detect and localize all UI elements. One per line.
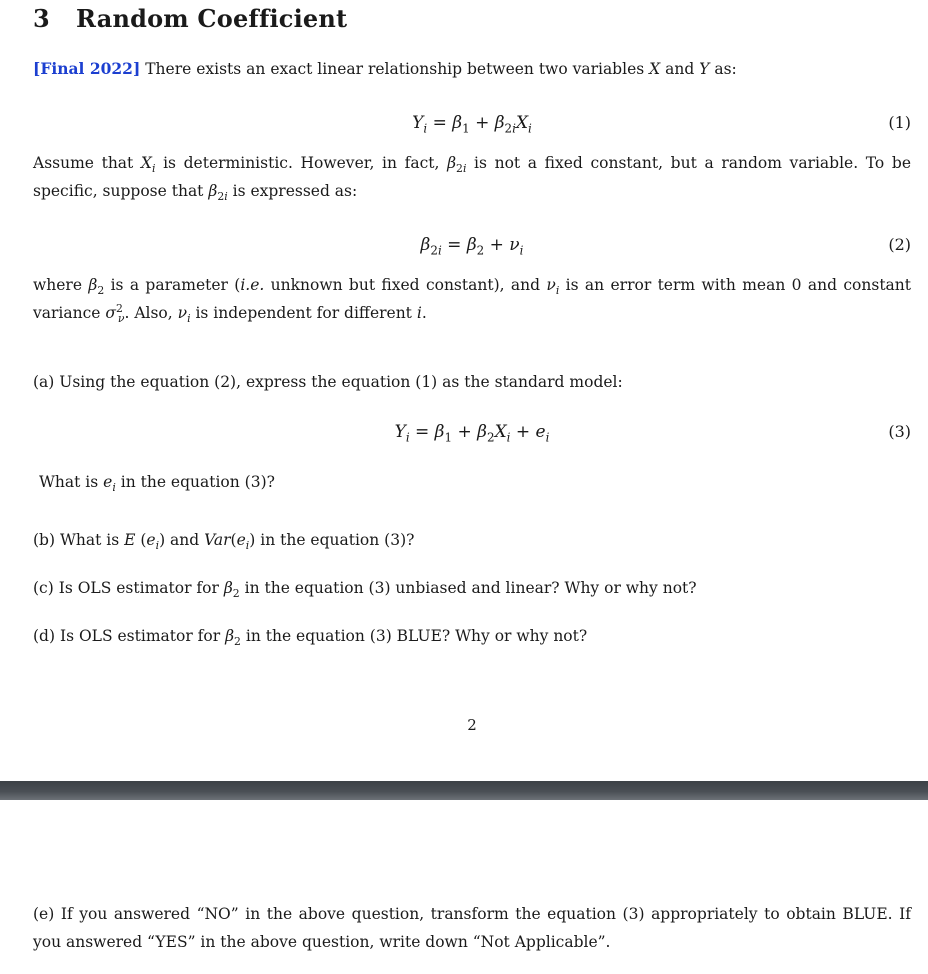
page-number: 2 bbox=[467, 716, 477, 734]
page-3 bbox=[0, 800, 928, 974]
equation-1 bbox=[33, 110, 911, 136]
question-a-text: Using the equation (2), express the equation (1) as the standard model: bbox=[59, 373, 623, 391]
question-e-label: (e) bbox=[33, 905, 55, 923]
equation-3-tag: (3) bbox=[888, 422, 911, 441]
intro-text: There exists an exact linear relationship between two variables X and Y as: bbox=[140, 60, 737, 78]
equation-3-math: $Y_i = \beta_1 + \beta_2X_i + e_i$ bbox=[394, 422, 550, 445]
section-title: Random Coefficient bbox=[76, 4, 348, 33]
question-c: (c) Is OLS estimator for $\beta_2$ in the equation (3) unbiased and linear? Why or why not? bbox=[33, 579, 697, 601]
question-d-label: (d) bbox=[33, 627, 56, 645]
equation-2 bbox=[33, 232, 911, 258]
question-e-text: If you answered “NO” in the above question, transform the equation (3) appropriately to obtain BLUE. If you answered “YES” in the above question, write down “Not Applicable”. bbox=[33, 905, 911, 951]
equation-1-tag: (1) bbox=[888, 113, 911, 132]
question-c-label: (c) bbox=[33, 579, 54, 597]
page-divider bbox=[0, 781, 928, 800]
intro-paragraph bbox=[33, 55, 911, 83]
assumption-paragraph: Assume that $X_i$ is deterministic. However, in fact, $\beta_{2i}$ is not a fixed constant, but a random variable. To be specific, suppose that $\beta_{2i}$ is expressed as: bbox=[33, 154, 911, 204]
equation-2-tag: (2) bbox=[888, 235, 911, 254]
equation-2-math: $\beta_{2i} = \beta_2 + \nu_i$ bbox=[420, 235, 524, 258]
section-heading bbox=[33, 4, 347, 33]
equation-1-math: $Y_i = \beta_1 + \beta_{2i}X_i$ bbox=[412, 113, 532, 136]
question-a bbox=[33, 370, 911, 394]
question-a-followup: What is $e_i$ in the equation (3)? bbox=[39, 473, 275, 495]
question-b: (b) What is E $(e_i)$ and $Var(e_i)$ in the equation (3)? bbox=[33, 531, 415, 553]
equation-3 bbox=[33, 419, 911, 445]
question-a-label: (a) bbox=[33, 373, 55, 391]
question-d: (d) Is OLS estimator for $\beta_2$ in the equation (3) BLUE? Why or why not? bbox=[33, 627, 588, 649]
question-e bbox=[33, 900, 911, 956]
definition-paragraph: where $\beta_2$ is a parameter (i.e. unknown but fixed constant), and $\nu_i$ is an error term with mean 0 and constant variance $\sigma^2_\nu$. Also, $\nu_i$ is independent for different i. bbox=[33, 276, 912, 326]
citation-link[interactable]: [Final 2022] bbox=[33, 59, 141, 78]
section-number: 3 bbox=[33, 4, 50, 33]
question-b-label: (b) bbox=[33, 531, 56, 549]
